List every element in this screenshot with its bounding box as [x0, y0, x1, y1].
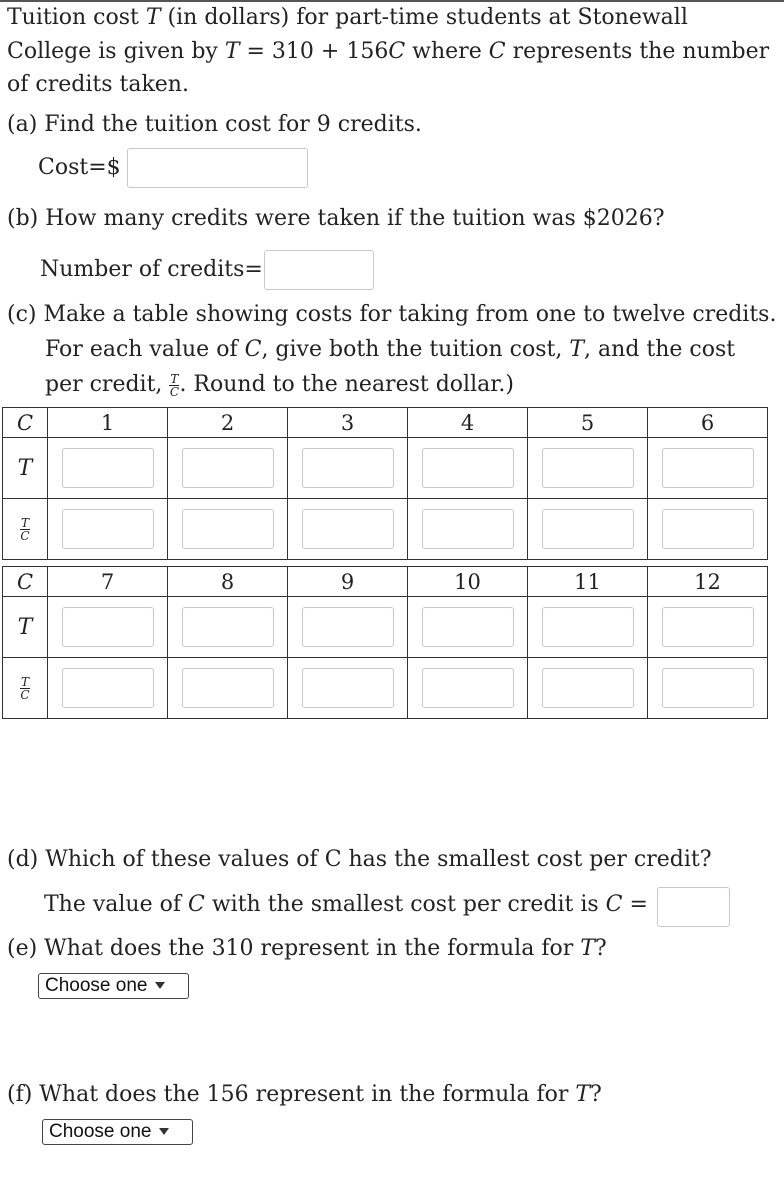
part-e-select[interactable] [38, 973, 189, 999]
tuition-input[interactable] [302, 607, 394, 647]
cost-per-credit-input[interactable] [542, 668, 634, 708]
cost-per-credit-input[interactable] [422, 509, 514, 549]
part-f-select-label: Choose one [49, 1121, 152, 1142]
cost-per-credit-input[interactable] [662, 668, 754, 708]
cost-per-credit-fraction: $\frac{T}{C}$ [169, 371, 180, 399]
credits-input[interactable] [264, 250, 374, 290]
tuition-input[interactable] [182, 607, 274, 647]
cost-per-credit-input[interactable] [302, 668, 394, 708]
credit-value: 4 [408, 408, 528, 438]
part-f-select[interactable] [42, 1119, 193, 1145]
table-header-row [3, 408, 768, 438]
tuition-input[interactable] [302, 448, 394, 488]
credit-value: 12 [648, 567, 768, 597]
credit-value: 7 [48, 567, 168, 597]
credit-value: 11 [528, 567, 648, 597]
row-label-t: T [3, 438, 48, 499]
table-row-tuition [3, 438, 768, 499]
part-b-label: Number of credits= [40, 257, 263, 282]
tuition-input[interactable] [542, 448, 634, 488]
row-label-t: T [3, 597, 48, 658]
cost-per-credit-input[interactable] [62, 509, 154, 549]
cost-per-credit-input[interactable] [62, 668, 154, 708]
cost-per-credit-input[interactable] [302, 509, 394, 549]
part-d-question: (d) Which of these values of C has the smallest cost per credit? [7, 847, 712, 872]
cost-per-credit-input[interactable] [542, 509, 634, 549]
intro-line-2: College is given by T = 310 + 156C where C represents the number [7, 39, 770, 64]
cost-per-credit-input[interactable] [662, 509, 754, 549]
tuition-input[interactable] [662, 448, 754, 488]
intro-line-1: Tuition cost T (in dollars) for part-time students at Stonewall [7, 5, 688, 30]
part-c-line-3: per credit, $\frac{T}{C}$ . Round to the nearest dollar.) [45, 371, 514, 399]
part-c-line-1: (c) Make a table showing costs for taking from one to twelve credits. [7, 302, 777, 327]
cost-table-2 [2, 566, 768, 719]
table-row-tuition [3, 597, 768, 658]
part-b-question: (b) How many credits were taken if the tuition was $2026? [7, 206, 665, 231]
part-c-line-2: For each value of C, give both the tuition cost, T, and the cost [45, 337, 736, 362]
row-label-t-over-c: $\frac{T}{C}$ [20, 674, 30, 702]
part-e-question: (e) What does the 310 represent in the formula for T? [7, 936, 607, 961]
part-f-question: (f) What does the 156 represent in the formula for T? [7, 1082, 602, 1107]
credit-value: 1 [48, 408, 168, 438]
cost-input[interactable] [127, 148, 308, 188]
tuition-input[interactable] [662, 607, 754, 647]
cost-per-credit-input[interactable] [422, 668, 514, 708]
tuition-input[interactable] [422, 607, 514, 647]
table-row-cost-per-credit [3, 658, 768, 719]
tuition-input[interactable] [542, 607, 634, 647]
credit-value: 2 [168, 408, 288, 438]
credit-value: 10 [408, 567, 528, 597]
credit-value: 6 [648, 408, 768, 438]
tuition-input[interactable] [62, 607, 154, 647]
smallest-c-input[interactable] [657, 887, 730, 927]
part-a-label: Cost=$ [38, 155, 121, 180]
part-e-select-label: Choose one [45, 975, 148, 996]
top-divider [0, 0, 784, 2]
dropdown-caret-icon [159, 1128, 169, 1135]
credit-value: 3 [288, 408, 408, 438]
dropdown-caret-icon [155, 982, 165, 989]
credit-value: 5 [528, 408, 648, 438]
row-label-t-over-c: $\frac{T}{C}$ [20, 515, 30, 543]
table-row-cost-per-credit [3, 499, 768, 560]
part-a-question: (a) Find the tuition cost for 9 credits. [7, 112, 422, 137]
cost-per-credit-input[interactable] [182, 668, 274, 708]
intro-line-3: of credits taken. [7, 72, 189, 97]
credit-value: 8 [168, 567, 288, 597]
cost-table-1 [2, 407, 768, 560]
tuition-input[interactable] [422, 448, 514, 488]
credit-value: 9 [288, 567, 408, 597]
table-header-row [3, 567, 768, 597]
row-label-c: C [3, 567, 48, 597]
row-label-c: C [3, 408, 48, 438]
part-d-label: The value of C with the smallest cost per credit is C = [44, 892, 648, 917]
tuition-input[interactable] [182, 448, 274, 488]
tuition-input[interactable] [62, 448, 154, 488]
cost-per-credit-input[interactable] [182, 509, 274, 549]
